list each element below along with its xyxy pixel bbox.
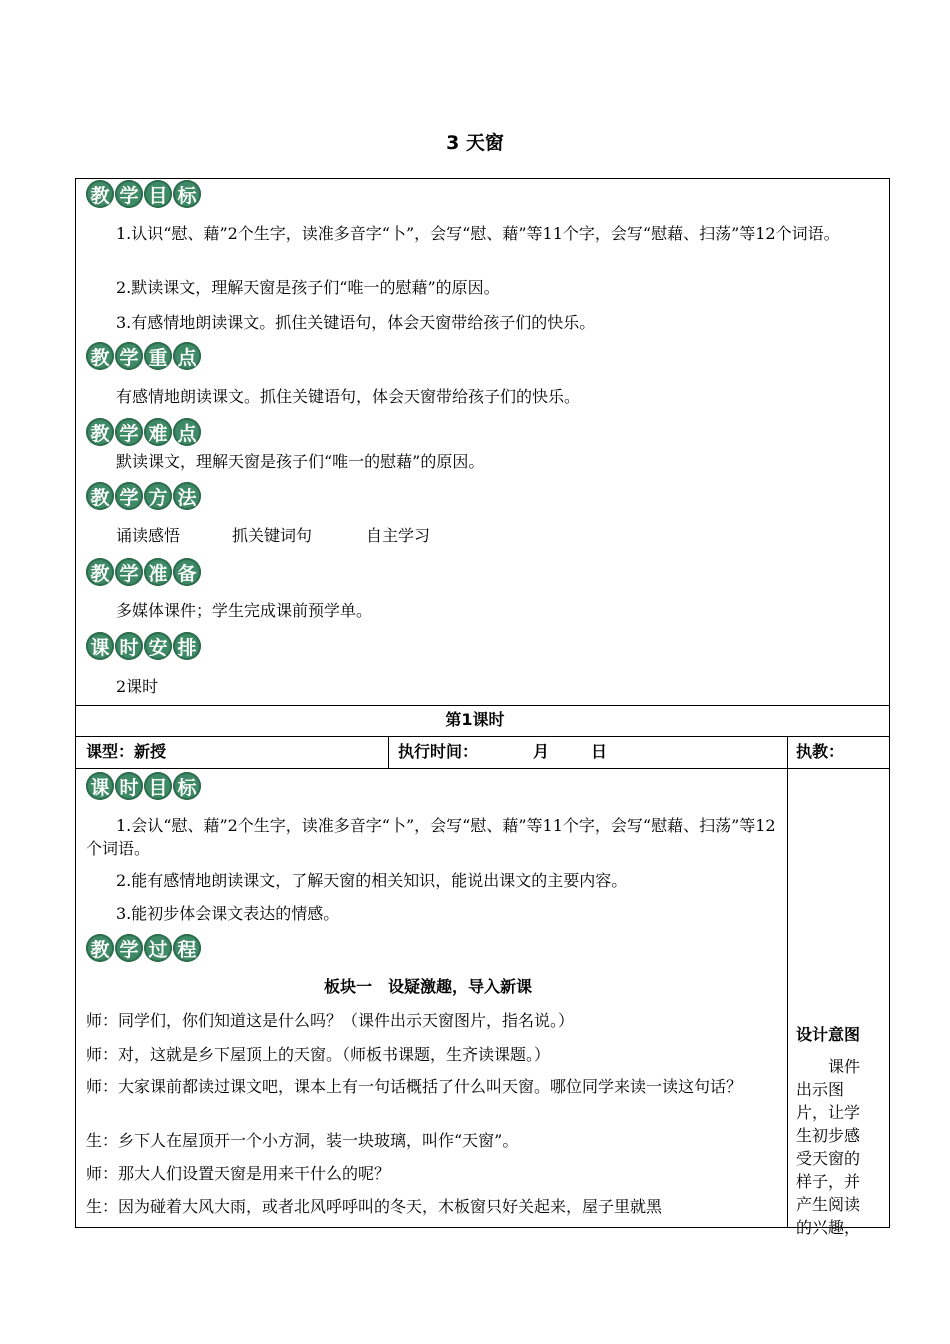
divider (75, 768, 890, 769)
lesson-day: 日 (591, 742, 608, 761)
lesson-type: 课型：新授 (86, 742, 167, 761)
lesson-heading: 第1课时 (445, 710, 505, 729)
method-item: 诵读感悟 (116, 526, 181, 545)
side-text: 课件出示图片，让学生初步感受天窗的样子，并产生阅读的兴趣， (796, 1057, 861, 1237)
lesson-table (75, 178, 890, 1237)
divider (75, 705, 890, 706)
prep-text: 多媒体课件；学生完成课前预学单。 (116, 601, 373, 620)
divider (787, 736, 788, 1228)
process-badge: 教 学 过 程 (86, 934, 201, 962)
dialogue-line: 师：对，这就是乡下屋顶上的天窗。（师板书课题，生齐读课题。） (86, 1045, 551, 1064)
lesson-goal-item: 1.会认“慰、藉”2个生字，读准多音字“卜”，会写“慰、藉”等11个字，会写“慰藉、扫荡”等12个词语。 (86, 816, 776, 858)
divider (75, 736, 890, 737)
lesson-goal-item: 2.能有感情地朗读课文，了解天窗的相关知识，能说出课文的主要内容。 (116, 871, 628, 890)
goals-badge: 教 学 目 标 (86, 180, 201, 208)
method-item: 自主学习 (366, 526, 431, 545)
method-badge: 教 学 方 法 (86, 482, 201, 510)
goal-item: 3.有感情地朗读课文。抓住关键语句，体会天窗带给孩子们的快乐。 (116, 313, 596, 332)
divider (388, 736, 389, 768)
dialogue-line: 师：那大人们设置天窗是用来干什么的呢？ (86, 1164, 391, 1183)
dialogue-line: 师：同学们，你们知道这是什么吗？（课件出示天窗图片，指名说。） (86, 1011, 575, 1030)
page-title: 3 天窗 (446, 132, 504, 154)
dialogue-line: 生：乡下人在屋顶开一个小方洞，装一块玻璃，叫作“天窗”。 (86, 1131, 519, 1150)
prep-badge: 教 学 准 备 (86, 558, 201, 586)
lesson-goal-item: 3.能初步体会课文表达的情感。 (116, 904, 340, 923)
key-badge: 教 学 重 点 (86, 342, 201, 370)
dialogue-line: 生：因为碰着大风大雨，或者北风呼呼叫的冬天，木板窗只好关起来，屋子里就黑 (86, 1197, 663, 1216)
lesson-goals-badge: 课 时 目 标 (86, 772, 201, 800)
goal-item: 2.默读课文，理解天窗是孩子们“唯一的慰藉”的原因。 (116, 278, 500, 297)
method-item: 抓关键词句 (232, 526, 313, 545)
schedule-text: 2课时 (116, 677, 159, 696)
side-title: 设计意图 (796, 1025, 861, 1044)
lesson-time: 执行时间： (398, 742, 479, 761)
difficult-badge: 教 学 难 点 (86, 418, 201, 446)
dialogue-line: 师：大家课前都读过课文吧，课本上有一句话概括了什么叫天窗。哪位同学来读一读这句话？ (86, 1077, 743, 1096)
block-title: 板块一 设疑激趣，导入新课 (324, 977, 533, 996)
lesson-teacher: 执教： (796, 742, 845, 761)
key-text: 有感情地朗读课文。抓住关键语句，体会天窗带给孩子们的快乐。 (116, 387, 581, 406)
goal-item: 1.认识“慰、藉”2个生字，读准多音字“卜”，会写“慰、藉”等11个字，会写“慰藉、扫荡”等12个词语。 (116, 224, 840, 243)
schedule-badge: 课 时 安 排 (86, 632, 201, 660)
difficult-text: 默读课文，理解天窗是孩子们“唯一的慰藉”的原因。 (116, 452, 485, 471)
lesson-month: 月 (533, 742, 550, 761)
